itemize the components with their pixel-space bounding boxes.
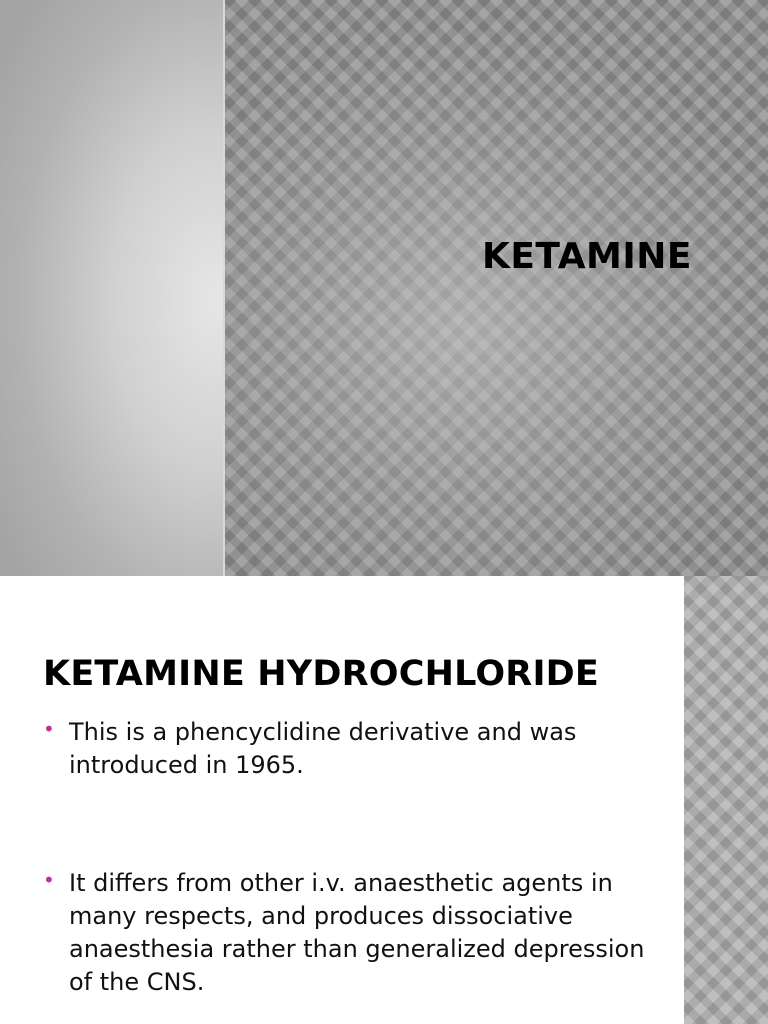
content-slide [0,576,768,1024]
list-item [43,716,663,782]
list-item [43,867,663,999]
bullet-list [43,716,663,999]
content-slide-pattern-strip [684,576,768,1024]
bullet-text: This is a phencyclidine derivative and was introduced in 1965. [69,718,577,779]
bullet-dot-icon: • [43,868,55,892]
content-slide-heading: KETAMINE HYDROCHLORIDE [43,654,600,694]
title-slide-pattern-panel [225,0,768,576]
title-slide-heading: KETAMINE [481,236,692,277]
bullet-text: It differs from other i.v. anaesthetic agents in many respects, and produces dissociative anaesthesia rather than generalized depression of the CNS. [69,869,645,996]
bullet-dot-icon: • [43,717,55,741]
title-slide-left-panel [0,0,223,576]
